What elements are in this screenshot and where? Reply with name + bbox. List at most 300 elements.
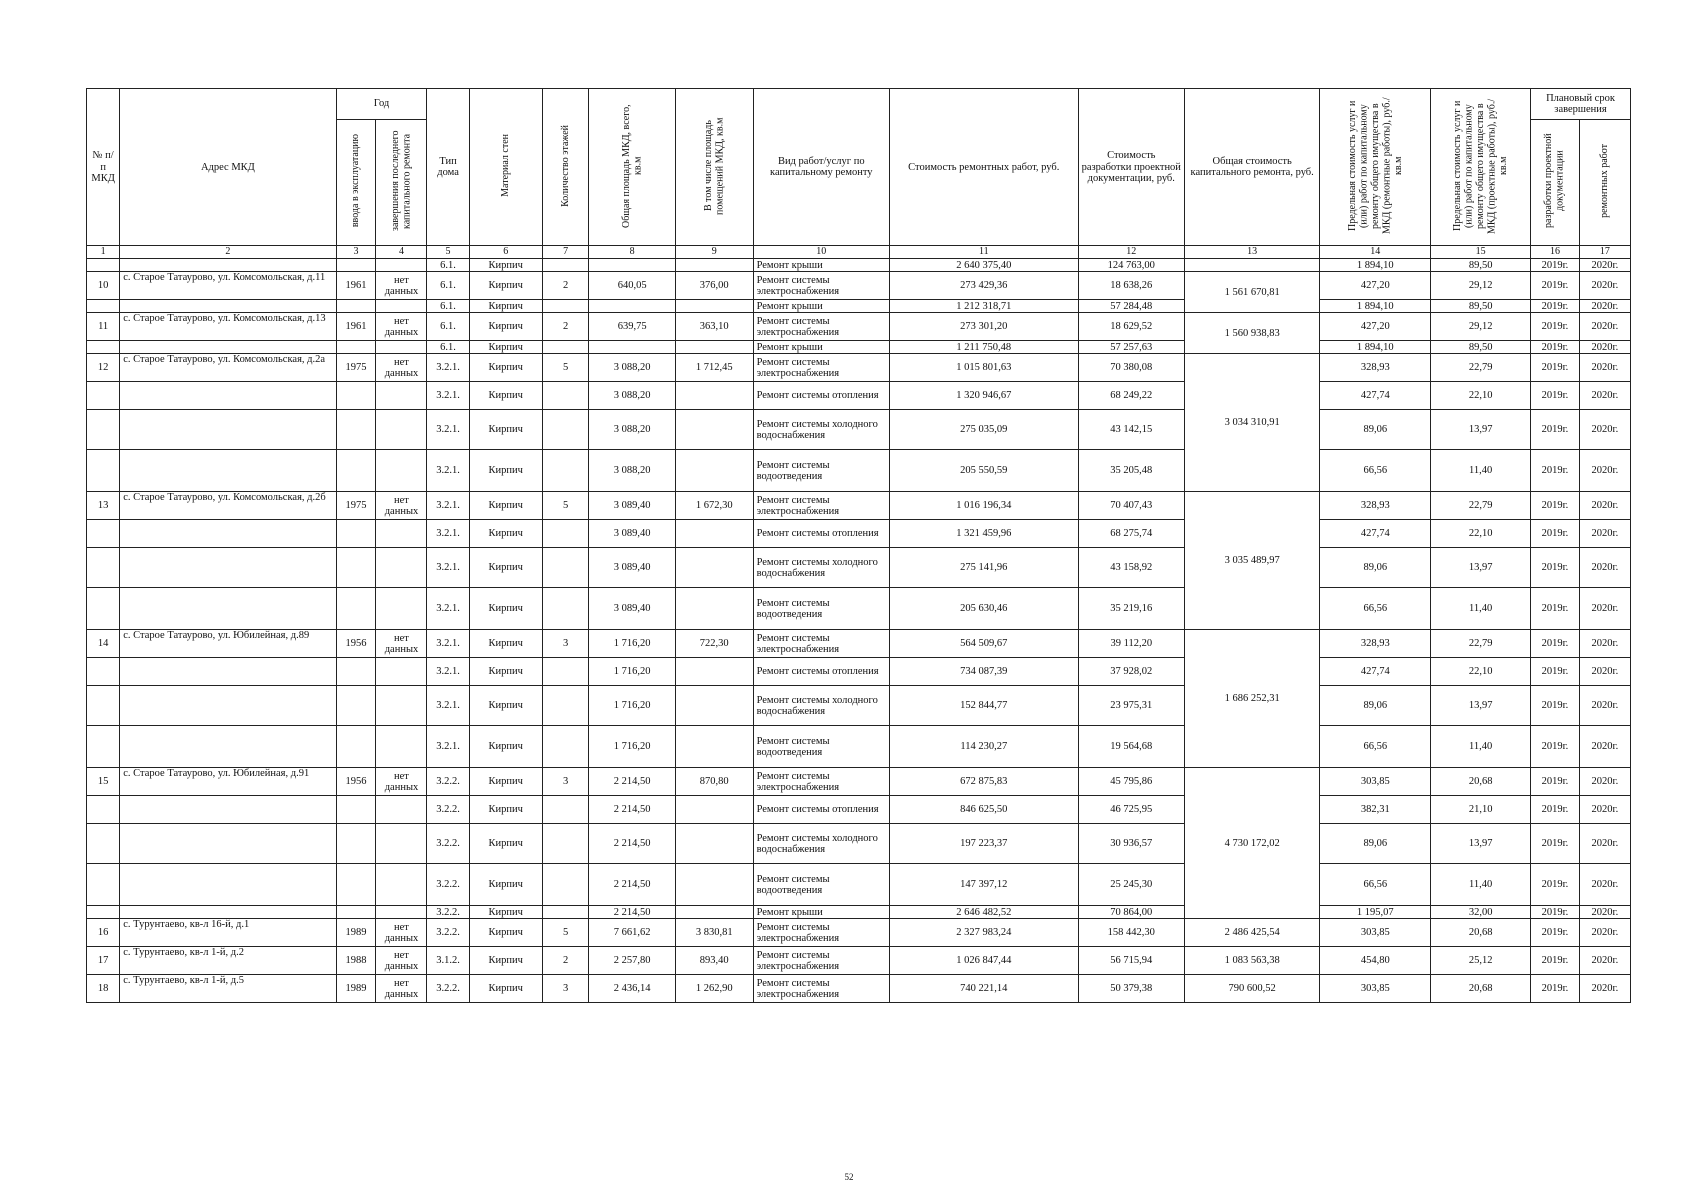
deadline-repair-cell: 2020г. [1579, 410, 1630, 450]
limit-design-cell: 11,40 [1431, 588, 1531, 630]
table-row [87, 726, 1631, 768]
limit-repair-cell: 328,93 [1320, 492, 1431, 520]
limit-design-cell: 20,68 [1431, 768, 1531, 796]
design-cost-cell: 50 379,38 [1078, 975, 1184, 1003]
column-number: 17 [1579, 246, 1630, 259]
empty-cell [120, 548, 336, 588]
empty-cell [542, 341, 589, 354]
limit-design-cell: 22,10 [1431, 658, 1531, 686]
house-type-cell: 3.2.1. [427, 686, 469, 726]
total-area-cell: 3 088,20 [589, 354, 676, 382]
empty-cell [120, 410, 336, 450]
year-built-cell: 1975 [336, 492, 376, 520]
work-type-cell: Ремонт системы электроснабжения [753, 354, 889, 382]
column-number: 7 [542, 246, 589, 259]
deadline-design-cell: 2019г. [1531, 588, 1580, 630]
deadline-repair-cell: 2020г. [1579, 588, 1630, 630]
empty-cell [376, 450, 427, 492]
empty-cell [675, 548, 753, 588]
limit-repair-cell: 427,74 [1320, 658, 1431, 686]
column-number: 10 [753, 246, 889, 259]
repair-cost-cell: 564 509,67 [889, 630, 1078, 658]
limit-design-cell: 20,68 [1431, 919, 1531, 947]
table-row [87, 272, 1631, 300]
limit-design-cell: 13,97 [1431, 548, 1531, 588]
wall-material-cell: Кирпич [469, 341, 542, 354]
premises-area-cell: 722,30 [675, 630, 753, 658]
repair-cost-cell: 1 321 459,96 [889, 520, 1078, 548]
house-type-cell: 3.2.1. [427, 382, 469, 410]
empty-cell [542, 300, 589, 313]
house-number-cell: 17 [87, 947, 120, 975]
empty-cell [542, 796, 589, 824]
total-area-cell: 3 089,40 [589, 548, 676, 588]
deadline-repair-cell: 2020г. [1579, 382, 1630, 410]
work-type-cell: Ремонт системы отопления [753, 520, 889, 548]
repair-cost-cell: 734 087,39 [889, 658, 1078, 686]
year-built-cell: 1961 [336, 272, 376, 300]
design-cost-cell: 57 257,63 [1078, 341, 1184, 354]
repair-cost-cell: 1 026 847,44 [889, 947, 1078, 975]
deadline-repair-cell: 2020г. [1579, 259, 1630, 272]
repair-cost-cell: 740 221,14 [889, 975, 1078, 1003]
deadline-repair-cell: 2020г. [1579, 658, 1630, 686]
empty-cell [120, 341, 336, 354]
deadline-design-cell: 2019г. [1531, 548, 1580, 588]
deadline-design-cell: 2019г. [1531, 824, 1580, 864]
column-number: 4 [376, 246, 427, 259]
address-cell: с. Старое Татаурово, ул. Комсомольская, д.11 [120, 272, 336, 300]
repair-cost-cell: 197 223,37 [889, 824, 1078, 864]
empty-cell [675, 520, 753, 548]
limit-repair-cell: 454,80 [1320, 947, 1431, 975]
deadline-design-cell: 2019г. [1531, 686, 1580, 726]
table-row [87, 410, 1631, 450]
house-number-cell: 10 [87, 272, 120, 300]
header-year-last-repair: завершения последнего капитального ремонта [376, 120, 427, 246]
repair-cost-cell: 275 141,96 [889, 548, 1078, 588]
table-row [87, 864, 1631, 906]
deadline-repair-cell: 2020г. [1579, 272, 1630, 300]
house-type-cell: 3.2.2. [427, 824, 469, 864]
work-type-cell: Ремонт системы холодного водоснабжения [753, 824, 889, 864]
empty-cell [87, 450, 120, 492]
empty-cell [336, 382, 376, 410]
year-repair-cell: нет данных [376, 313, 427, 341]
wall-material-cell: Кирпич [469, 919, 542, 947]
table-row [87, 354, 1631, 382]
header-total-area: Общая площадь МКД, всего, кв.м [589, 89, 676, 246]
wall-material-cell: Кирпич [469, 630, 542, 658]
house-type-cell: 3.2.1. [427, 450, 469, 492]
deadline-repair-cell: 2020г. [1579, 548, 1630, 588]
empty-cell [87, 906, 120, 919]
work-type-cell: Ремонт крыши [753, 259, 889, 272]
empty-cell [675, 341, 753, 354]
house-type-cell: 3.2.2. [427, 796, 469, 824]
address-cell: с. Турунтаево, кв-л 1-й, д.2 [120, 947, 336, 975]
deadline-design-cell: 2019г. [1531, 906, 1580, 919]
limit-repair-cell: 1 894,10 [1320, 259, 1431, 272]
deadline-repair-cell: 2020г. [1579, 630, 1630, 658]
table-row [87, 520, 1631, 548]
total-area-cell: 2 257,80 [589, 947, 676, 975]
empty-cell [336, 410, 376, 450]
floors-cell: 2 [542, 272, 589, 300]
house-number-cell: 16 [87, 919, 120, 947]
deadline-design-cell: 2019г. [1531, 726, 1580, 768]
total-cost-cell: 1 561 670,81 [1185, 272, 1320, 313]
limit-repair-cell: 303,85 [1320, 919, 1431, 947]
design-cost-cell: 45 795,86 [1078, 768, 1184, 796]
total-area-cell: 3 088,20 [589, 382, 676, 410]
premises-area-cell: 1 262,90 [675, 975, 753, 1003]
header-house-type: Тип дома [427, 89, 469, 246]
house-number-cell: 11 [87, 313, 120, 341]
empty-cell [87, 864, 120, 906]
empty-cell [336, 864, 376, 906]
empty-cell [376, 796, 427, 824]
house-number-cell: 14 [87, 630, 120, 658]
empty-cell [376, 300, 427, 313]
table-row [87, 906, 1631, 919]
house-type-cell: 3.2.2. [427, 864, 469, 906]
repair-cost-cell: 205 550,59 [889, 450, 1078, 492]
repair-cost-cell: 205 630,46 [889, 588, 1078, 630]
empty-cell [336, 450, 376, 492]
limit-design-cell: 89,50 [1431, 341, 1531, 354]
house-type-cell: 3.2.2. [427, 906, 469, 919]
empty-cell [87, 796, 120, 824]
column-number-row [87, 246, 1631, 259]
limit-repair-cell: 1 894,10 [1320, 341, 1431, 354]
limit-design-cell: 22,10 [1431, 520, 1531, 548]
repair-cost-cell: 672 875,83 [889, 768, 1078, 796]
empty-cell [542, 686, 589, 726]
table-row [87, 300, 1631, 313]
deadline-repair-cell: 2020г. [1579, 313, 1630, 341]
empty-cell [542, 259, 589, 272]
wall-material-cell: Кирпич [469, 272, 542, 300]
year-repair-cell: нет данных [376, 630, 427, 658]
deadline-design-cell: 2019г. [1531, 272, 1580, 300]
work-type-cell: Ремонт системы электроснабжения [753, 630, 889, 658]
limit-design-cell: 11,40 [1431, 726, 1531, 768]
empty-cell [120, 686, 336, 726]
deadline-design-cell: 2019г. [1531, 300, 1580, 313]
empty-cell [376, 726, 427, 768]
total-cost-cell: 4 730 172,02 [1185, 768, 1320, 919]
empty-cell [87, 341, 120, 354]
year-built-cell: 1989 [336, 975, 376, 1003]
deadline-repair-cell: 2020г. [1579, 975, 1630, 1003]
empty-cell [376, 864, 427, 906]
empty-cell [336, 588, 376, 630]
empty-cell [87, 658, 120, 686]
work-type-cell: Ремонт системы водоотведения [753, 726, 889, 768]
deadline-design-cell: 2019г. [1531, 768, 1580, 796]
floors-cell: 5 [542, 492, 589, 520]
work-type-cell: Ремонт системы электроснабжения [753, 492, 889, 520]
total-cost-cell: 1 686 252,31 [1185, 630, 1320, 768]
limit-design-cell: 89,50 [1431, 300, 1531, 313]
deadline-design-cell: 2019г. [1531, 410, 1580, 450]
limit-repair-cell: 427,20 [1320, 313, 1431, 341]
work-type-cell: Ремонт крыши [753, 906, 889, 919]
design-cost-cell: 68 275,74 [1078, 520, 1184, 548]
work-type-cell: Ремонт системы водоотведения [753, 450, 889, 492]
limit-repair-cell: 66,56 [1320, 726, 1431, 768]
empty-cell [120, 726, 336, 768]
wall-material-cell: Кирпич [469, 354, 542, 382]
total-area-cell: 3 088,20 [589, 450, 676, 492]
column-number: 15 [1431, 246, 1531, 259]
empty-cell [376, 410, 427, 450]
premises-area-cell: 363,10 [675, 313, 753, 341]
wall-material-cell: Кирпич [469, 450, 542, 492]
limit-design-cell: 22,79 [1431, 492, 1531, 520]
header-repair-cost: Стоимость ремонтных работ, руб. [889, 89, 1078, 246]
total-area-cell: 2 214,50 [589, 864, 676, 906]
total-area-cell: 3 088,20 [589, 410, 676, 450]
wall-material-cell: Кирпич [469, 300, 542, 313]
design-cost-cell: 35 205,48 [1078, 450, 1184, 492]
total-area-cell: 2 214,50 [589, 824, 676, 864]
empty-cell [542, 410, 589, 450]
header-deadline: Плановый срок завершения [1531, 89, 1631, 120]
house-number-cell: 12 [87, 354, 120, 382]
deadline-design-cell: 2019г. [1531, 313, 1580, 341]
design-cost-cell: 18 629,52 [1078, 313, 1184, 341]
address-cell: с. Старое Татаурово, ул. Комсомольская, д.2б [120, 492, 336, 520]
work-type-cell: Ремонт системы водоотведения [753, 588, 889, 630]
empty-cell [589, 259, 676, 272]
wall-material-cell: Кирпич [469, 382, 542, 410]
empty-cell [120, 864, 336, 906]
work-type-cell: Ремонт системы электроснабжения [753, 768, 889, 796]
column-number: 14 [1320, 246, 1431, 259]
empty-cell [376, 588, 427, 630]
work-type-cell: Ремонт системы холодного водоснабжения [753, 686, 889, 726]
wall-material-cell: Кирпич [469, 947, 542, 975]
limit-repair-cell: 382,31 [1320, 796, 1431, 824]
deadline-design-cell: 2019г. [1531, 354, 1580, 382]
premises-area-cell: 870,80 [675, 768, 753, 796]
empty-cell [336, 548, 376, 588]
empty-cell [376, 906, 427, 919]
table-row [87, 824, 1631, 864]
wall-material-cell: Кирпич [469, 520, 542, 548]
design-cost-cell: 124 763,00 [1078, 259, 1184, 272]
empty-cell [675, 450, 753, 492]
deadline-design-cell: 2019г. [1531, 382, 1580, 410]
column-number: 12 [1078, 246, 1184, 259]
total-area-cell: 639,75 [589, 313, 676, 341]
limit-design-cell: 11,40 [1431, 864, 1531, 906]
limit-repair-cell: 303,85 [1320, 768, 1431, 796]
empty-cell [87, 686, 120, 726]
limit-design-cell: 21,10 [1431, 796, 1531, 824]
empty-cell [336, 796, 376, 824]
empty-cell [542, 382, 589, 410]
empty-cell [542, 726, 589, 768]
wall-material-cell: Кирпич [469, 906, 542, 919]
empty-cell [336, 686, 376, 726]
empty-cell [675, 300, 753, 313]
total-area-cell: 3 089,40 [589, 492, 676, 520]
premises-area-cell: 1 672,30 [675, 492, 753, 520]
year-repair-cell: нет данных [376, 272, 427, 300]
column-number: 5 [427, 246, 469, 259]
design-cost-cell: 70 380,08 [1078, 354, 1184, 382]
house-type-cell: 6.1. [427, 272, 469, 300]
house-type-cell: 3.2.1. [427, 658, 469, 686]
limit-repair-cell: 303,85 [1320, 975, 1431, 1003]
house-type-cell: 3.1.2. [427, 947, 469, 975]
repair-cost-cell: 147 397,12 [889, 864, 1078, 906]
total-area-cell: 1 716,20 [589, 658, 676, 686]
empty-cell [542, 520, 589, 548]
work-type-cell: Ремонт системы водоотведения [753, 864, 889, 906]
work-type-cell: Ремонт системы электроснабжения [753, 313, 889, 341]
deadline-repair-cell: 2020г. [1579, 492, 1630, 520]
total-area-cell: 2 214,50 [589, 906, 676, 919]
limit-repair-cell: 66,56 [1320, 588, 1431, 630]
empty-cell [87, 300, 120, 313]
address-cell: с. Старое Татаурово, ул. Комсомольская, д.13 [120, 313, 336, 341]
empty-cell [542, 824, 589, 864]
limit-design-cell: 29,12 [1431, 272, 1531, 300]
design-cost-cell: 25 245,30 [1078, 864, 1184, 906]
deadline-repair-cell: 2020г. [1579, 450, 1630, 492]
header-premises-area: В том числе площадь помещений МКД, кв.м [675, 89, 753, 246]
total-area-cell: 3 089,40 [589, 588, 676, 630]
deadline-design-cell: 2019г. [1531, 450, 1580, 492]
table-row [87, 313, 1631, 341]
house-number-cell: 18 [87, 975, 120, 1003]
floors-cell: 3 [542, 630, 589, 658]
wall-material-cell: Кирпич [469, 410, 542, 450]
table-row [87, 975, 1631, 1003]
header-wall-material: Материал стен [469, 89, 542, 246]
address-cell: с. Старое Татаурово, ул. Юбилейная, д.89 [120, 630, 336, 658]
column-number: 9 [675, 246, 753, 259]
header-limit-repair: Предельная стоимость услуг и (или) работ по капитальному ремонту общего имущества в МКД (ремонтные работы), руб./кв.м [1320, 89, 1431, 246]
year-built-cell: 1956 [336, 630, 376, 658]
empty-cell [376, 548, 427, 588]
wall-material-cell: Кирпич [469, 864, 542, 906]
total-area-cell: 3 089,40 [589, 520, 676, 548]
empty-cell [87, 520, 120, 548]
work-type-cell: Ремонт системы отопления [753, 796, 889, 824]
total-cost-cell: 1 083 563,38 [1185, 947, 1320, 975]
work-type-cell: Ремонт крыши [753, 300, 889, 313]
design-cost-cell: 70 864,00 [1078, 906, 1184, 919]
limit-repair-cell: 89,06 [1320, 410, 1431, 450]
limit-design-cell: 13,97 [1431, 410, 1531, 450]
limit-design-cell: 22,10 [1431, 382, 1531, 410]
design-cost-cell: 57 284,48 [1078, 300, 1184, 313]
deadline-repair-cell: 2020г. [1579, 520, 1630, 548]
deadline-repair-cell: 2020г. [1579, 864, 1630, 906]
empty-cell [589, 341, 676, 354]
empty-cell [87, 588, 120, 630]
total-area-cell: 1 716,20 [589, 686, 676, 726]
house-type-cell: 3.2.1. [427, 520, 469, 548]
wall-material-cell: Кирпич [469, 824, 542, 864]
empty-cell [120, 259, 336, 272]
empty-cell [376, 686, 427, 726]
empty-cell [675, 824, 753, 864]
repair-cost-cell: 114 230,27 [889, 726, 1078, 768]
premises-area-cell: 3 830,81 [675, 919, 753, 947]
empty-cell [336, 726, 376, 768]
floors-cell: 3 [542, 768, 589, 796]
premises-area-cell: 1 712,45 [675, 354, 753, 382]
wall-material-cell: Кирпич [469, 726, 542, 768]
empty-cell [336, 520, 376, 548]
design-cost-cell: 46 725,95 [1078, 796, 1184, 824]
wall-material-cell: Кирпич [469, 796, 542, 824]
floors-cell: 3 [542, 975, 589, 1003]
column-number: 11 [889, 246, 1078, 259]
empty-cell [542, 658, 589, 686]
empty-cell [376, 824, 427, 864]
address-cell: с. Турунтаево, кв-л 16-й, д.1 [120, 919, 336, 947]
table-row [87, 588, 1631, 630]
empty-cell [542, 588, 589, 630]
table-row [87, 382, 1631, 410]
year-repair-cell: нет данных [376, 975, 427, 1003]
deadline-design-cell: 2019г. [1531, 520, 1580, 548]
empty-cell [120, 588, 336, 630]
repair-cost-cell: 1 016 196,34 [889, 492, 1078, 520]
work-type-cell: Ремонт системы холодного водоснабжения [753, 410, 889, 450]
header-limit-design: Предельная стоимость услуг и (или) работ по капитальному ремонту общего имущества в МКД (проектные работы), руб./кв.м [1431, 89, 1531, 246]
design-cost-cell: 68 249,22 [1078, 382, 1184, 410]
empty-cell [376, 341, 427, 354]
design-cost-cell: 37 928,02 [1078, 658, 1184, 686]
empty-cell [336, 341, 376, 354]
empty-cell [376, 259, 427, 272]
total-area-cell: 640,05 [589, 272, 676, 300]
address-cell: с. Турунтаево, кв-л 1-й, д.5 [120, 975, 336, 1003]
deadline-repair-cell: 2020г. [1579, 354, 1630, 382]
limit-design-cell: 89,50 [1431, 259, 1531, 272]
table-row [87, 919, 1631, 947]
total-area-cell: 2 214,50 [589, 796, 676, 824]
year-repair-cell: нет данных [376, 947, 427, 975]
wall-material-cell: Кирпич [469, 313, 542, 341]
design-cost-cell: 18 638,26 [1078, 272, 1184, 300]
empty-cell [120, 450, 336, 492]
design-cost-cell: 23 975,31 [1078, 686, 1184, 726]
empty-cell [675, 588, 753, 630]
empty-cell [120, 658, 336, 686]
house-type-cell: 6.1. [427, 300, 469, 313]
empty-cell [87, 726, 120, 768]
limit-repair-cell: 1 195,07 [1320, 906, 1431, 919]
floors-cell: 2 [542, 313, 589, 341]
wall-material-cell: Кирпич [469, 686, 542, 726]
limit-repair-cell: 89,06 [1320, 824, 1431, 864]
empty-cell [675, 382, 753, 410]
house-type-cell: 3.2.1. [427, 410, 469, 450]
column-number: 13 [1185, 246, 1320, 259]
wall-material-cell: Кирпич [469, 658, 542, 686]
deadline-design-cell: 2019г. [1531, 630, 1580, 658]
house-type-cell: 3.2.1. [427, 548, 469, 588]
